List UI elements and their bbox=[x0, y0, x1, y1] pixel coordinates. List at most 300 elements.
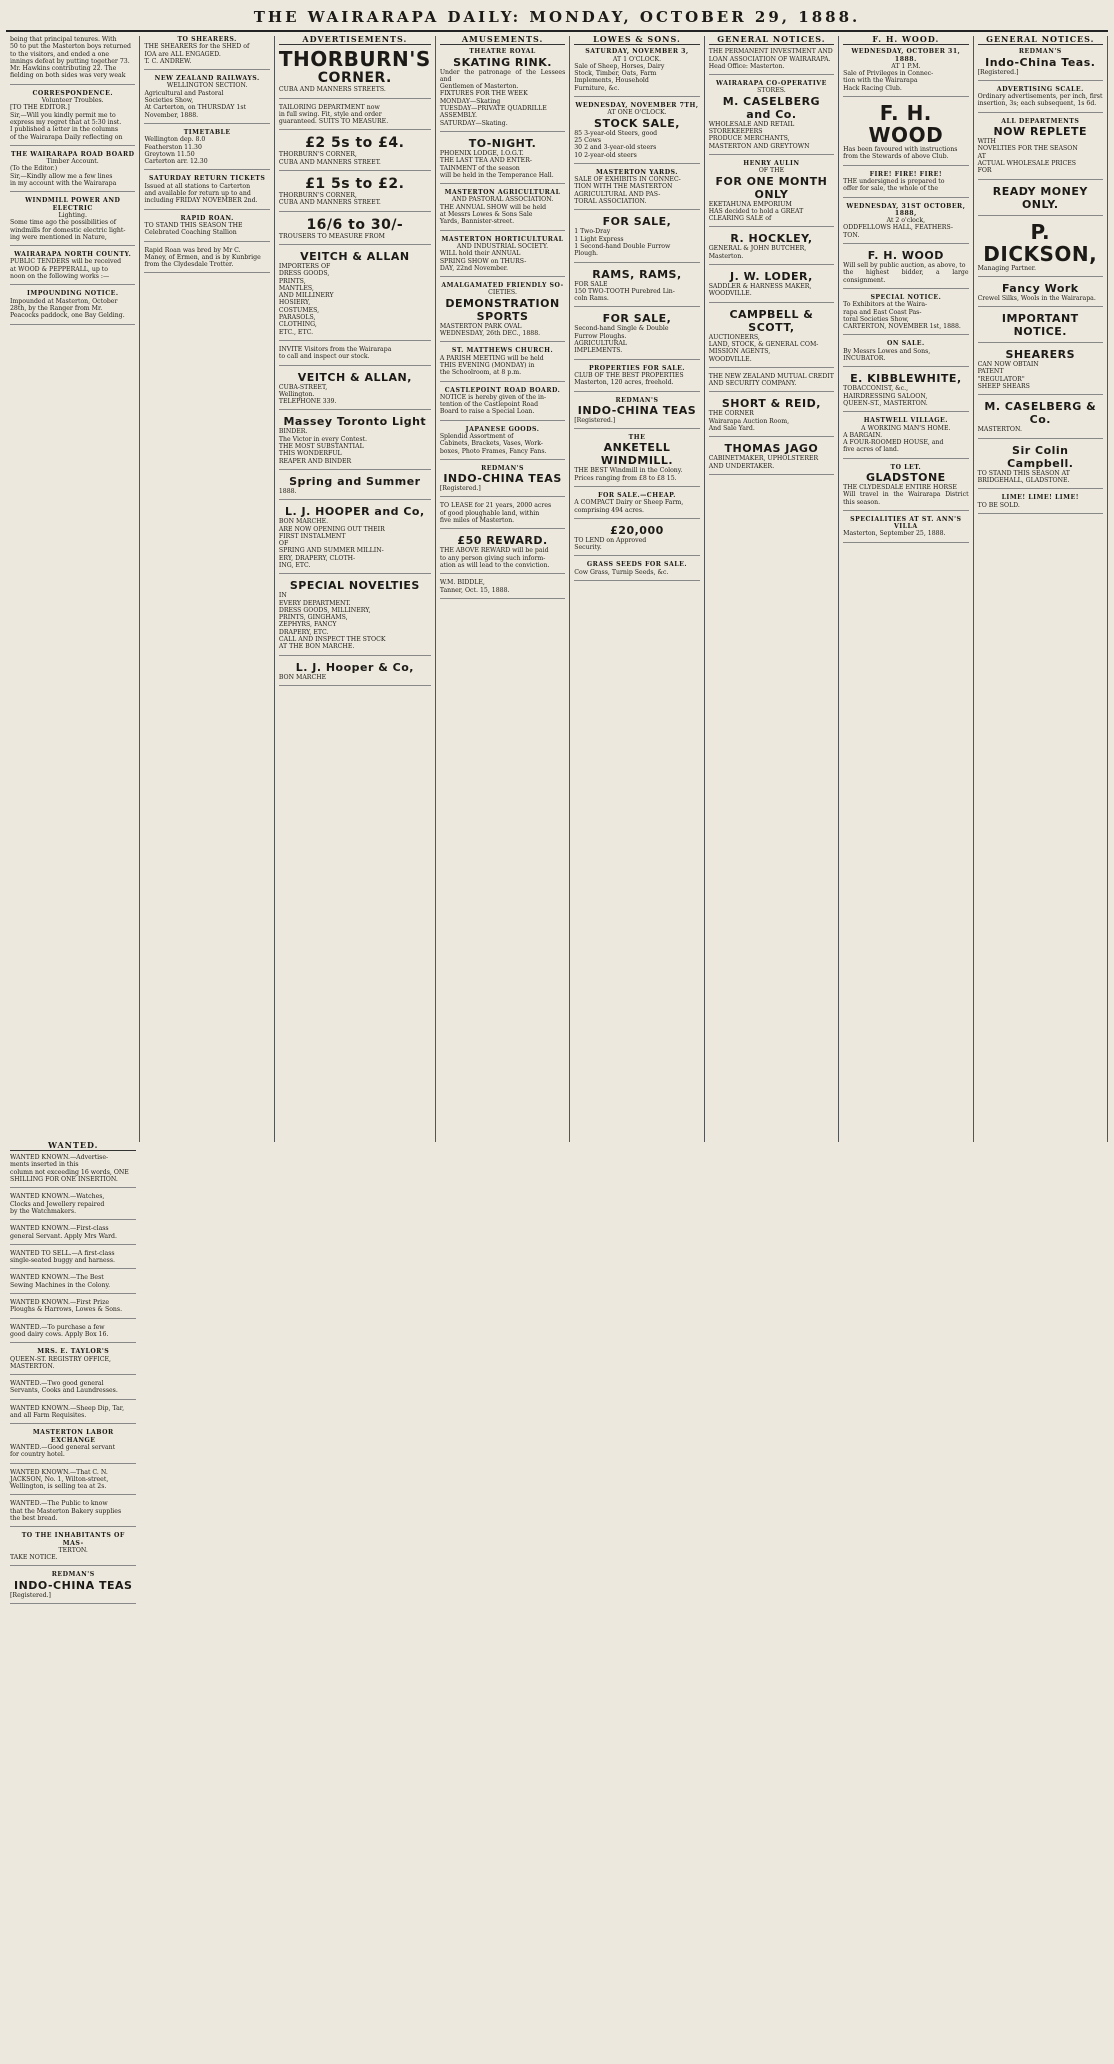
text-line: WANTED KNOWN.—The Best bbox=[10, 1274, 104, 1282]
text-line: I published a letter in the columns bbox=[10, 126, 119, 134]
text-line: of good ploughable land, within bbox=[439, 509, 540, 517]
text-line: JACKSON, No. 1, Wilton-street, bbox=[10, 1475, 109, 1483]
text-line: W.M. BIDDLE, bbox=[439, 579, 485, 587]
notice-title: NEW ZEALAND RAILWAYS. bbox=[154, 75, 260, 83]
text-line: Wairarapa Auction Room, bbox=[708, 417, 790, 425]
text-line: toral Societies Show, bbox=[843, 315, 909, 323]
notice-block bbox=[574, 169, 699, 210]
display-heading: SPECIAL NOVELTIES bbox=[289, 579, 420, 593]
notice-subtitle: AT 1 P.M. bbox=[891, 62, 921, 70]
notice-block bbox=[978, 312, 1103, 343]
text-line: GENERAL & JOHN BUTCHER, bbox=[708, 245, 807, 253]
notice-block bbox=[843, 516, 968, 543]
text-line: CUBA AND MANNERS STREET. bbox=[278, 199, 381, 207]
notice-title: TO THE INHABITANTS OF MAS- bbox=[21, 1532, 125, 1547]
text-line: LOAN ASSOCIATION OF WAIRARAPA. bbox=[708, 55, 831, 63]
notice-block bbox=[279, 135, 431, 171]
text-line: to any person giving such inform- bbox=[439, 554, 546, 562]
text-line: Wellington. bbox=[278, 390, 315, 398]
text-line: MASTERTON. bbox=[977, 426, 1022, 434]
text-line: Furniture, &c. bbox=[574, 84, 620, 92]
notice-block bbox=[978, 221, 1103, 277]
text-line: STOREKEEPERS bbox=[708, 128, 763, 136]
notice-block bbox=[843, 294, 968, 335]
text-line: windmills for domestic electric light- bbox=[10, 226, 126, 234]
text-line: general Servant. Apply Mrs Ward. bbox=[10, 1232, 117, 1240]
text-line: 10 2-year-old steers bbox=[574, 151, 637, 159]
notice-block bbox=[709, 397, 834, 437]
column-5 bbox=[570, 36, 704, 1142]
column-heading: GENERAL NOTICES. bbox=[978, 36, 1103, 45]
text-line: Masterton, 120 acres, freehold. bbox=[574, 379, 674, 387]
text-line: AGRICULTURAL AND PAS- bbox=[574, 190, 661, 198]
text-line: WEDNESDAY, 26th DEC., 1888. bbox=[439, 330, 541, 338]
notice-subtitle: OF THE bbox=[758, 167, 785, 175]
text-line: CALL AND INSPECT THE STOCK bbox=[278, 636, 386, 644]
text-line: fielding on both sides was very weak bbox=[10, 72, 126, 80]
notice-subtitle: STORES. bbox=[757, 87, 786, 95]
text-line: Wellington dep. 8.0 bbox=[144, 136, 206, 144]
display-heading: FOR SALE, bbox=[602, 215, 672, 229]
text-line: [Registered.] bbox=[439, 485, 481, 493]
text-line: Masterton. bbox=[708, 252, 744, 260]
notice-block bbox=[279, 505, 431, 574]
text-line: coln Rams. bbox=[574, 295, 609, 303]
text-line: ETC., ETC. bbox=[278, 328, 314, 336]
text-line: and available for return up to and bbox=[144, 190, 251, 198]
notice-title: CASTLEPOINT ROAD BOARD. bbox=[444, 386, 561, 394]
notice-block bbox=[709, 270, 834, 303]
text-line: good dairy cows. Apply Box 16. bbox=[10, 1330, 109, 1338]
display-heading: TO-NIGHT. bbox=[468, 136, 537, 150]
text-line: SPRING SHOW on THURS- bbox=[439, 257, 527, 265]
text-line: to the visitors, and ended a one bbox=[10, 50, 110, 58]
text-line: Sewing Machines in the Colony. bbox=[10, 1281, 111, 1289]
notice-subtitle: Lighting. bbox=[58, 211, 87, 219]
text-line: HAS decided to hold a GREAT bbox=[708, 207, 804, 215]
text-line: A FOUR-ROOMED HOUSE, and bbox=[843, 439, 944, 447]
notice-title: ADVERTISING SCALE. bbox=[996, 85, 1084, 93]
column-1 bbox=[6, 36, 140, 1142]
text-line: REAPER AND BINDER bbox=[278, 457, 352, 465]
notice-block bbox=[574, 524, 699, 557]
column-7 bbox=[839, 36, 973, 1142]
notice-block bbox=[574, 492, 699, 519]
text-line: ERY, DRAPERY, CLOTH- bbox=[278, 554, 356, 562]
text-line: column not exceeding 16 words, ONE bbox=[10, 1168, 129, 1176]
text-line: [Registered.] bbox=[977, 68, 1019, 76]
text-line: ARE NOW OPENING OUT THEIR bbox=[278, 525, 385, 533]
text-line: Head Office: Masterton. bbox=[708, 62, 785, 70]
text-line: Carterton arr. 12.30 bbox=[144, 158, 208, 166]
text-line: ments inserted in this bbox=[10, 1161, 79, 1169]
notice-block bbox=[279, 104, 431, 131]
text-line: THE undersigned is prepared to bbox=[843, 177, 945, 185]
text-line: MONDAY—Skating bbox=[439, 97, 501, 105]
text-line: PRINTS, GINGHAMS, bbox=[278, 614, 348, 622]
column-heading: WANTED. bbox=[10, 1142, 136, 1151]
text-line: Some time ago the possibilities of bbox=[10, 219, 117, 227]
text-line: Maney, of Ermen, and is by Kunbrige bbox=[144, 253, 261, 261]
notice-block bbox=[440, 579, 565, 599]
notice-block bbox=[10, 1348, 136, 1375]
notice-block bbox=[10, 1274, 136, 1294]
notice-block bbox=[440, 236, 565, 277]
notice-block bbox=[574, 434, 699, 487]
notice-block bbox=[978, 185, 1103, 216]
text-line: SHILLING FOR ONE INSERTION. bbox=[10, 1176, 118, 1184]
text-line: Crewel Silks, Wools in the Wairarapa. bbox=[977, 294, 1096, 302]
text-line: SADDLER & HARNESS MAKER, bbox=[708, 283, 812, 291]
text-line: PRODUCE MERCHANTS, bbox=[708, 135, 790, 143]
notice-block bbox=[10, 151, 135, 192]
text-line: of the Wairarapa Daily reflecting on bbox=[10, 133, 123, 141]
text-line: by the Watchmakers. bbox=[10, 1207, 77, 1215]
text-line: Board to raise a Special Loan. bbox=[439, 408, 535, 416]
notice-subtitle: AT 1 O'CLOCK. bbox=[612, 55, 662, 63]
notice-title: TO SHEARERS. bbox=[177, 36, 237, 43]
text-line: BON MARCHE bbox=[278, 673, 327, 681]
text-line: five miles of Masterton. bbox=[439, 517, 515, 525]
display-heading: Spring and Summer bbox=[289, 474, 421, 488]
text-line: for country hotel. bbox=[10, 1451, 65, 1459]
text-line: A BARGAIN. bbox=[843, 431, 883, 439]
text-line: TO STAND THIS SEASON THE bbox=[144, 221, 243, 229]
notice-title: TIMETABLE bbox=[183, 128, 231, 136]
column-heading: F. H. WOOD. bbox=[843, 36, 968, 45]
text-line: DAY, 22nd November. bbox=[439, 264, 509, 272]
text-line: Agricultural and Pastoral bbox=[144, 89, 224, 97]
display-heading: THORBURN'S bbox=[278, 47, 431, 72]
text-line: Stock, Timber, Oats, Farm bbox=[574, 70, 657, 78]
text-line: 1 Two-Dray bbox=[574, 228, 611, 236]
notice-block bbox=[709, 232, 834, 265]
text-line: Furrow Ploughs. bbox=[574, 332, 627, 340]
text-line: boxes, Photo Frames, Fancy Fans. bbox=[439, 447, 547, 455]
text-line: Implements, Household bbox=[574, 77, 649, 85]
text-line: MISSION AGENTS, bbox=[708, 348, 771, 356]
notice-block bbox=[144, 75, 269, 124]
text-line: [Registered.] bbox=[10, 1591, 51, 1599]
notice-block bbox=[574, 268, 699, 308]
notice-block bbox=[978, 86, 1103, 113]
notice-block bbox=[10, 1299, 136, 1319]
display-heading: SHORT & REID, bbox=[721, 397, 821, 411]
text-line: single-seated buggy and harness. bbox=[10, 1257, 115, 1265]
notice-title: THE WAIRARAPA ROAD BOARD bbox=[10, 150, 135, 158]
text-line: THE ABOVE REWARD will be paid bbox=[439, 547, 549, 555]
notice-block bbox=[574, 365, 699, 392]
display-heading: ANKETELL WINDMILL. bbox=[600, 441, 674, 468]
masthead: THE WAIRARAPA DAILY: MONDAY, OCTOBER 29, 1888. bbox=[6, 4, 1108, 32]
notice-title: REDMAN'S bbox=[481, 464, 524, 472]
notice-title: THE bbox=[628, 434, 646, 442]
text-line: AND UNDERTAKER. bbox=[708, 462, 775, 470]
display-heading: VEITCH & ALLAN bbox=[300, 249, 410, 263]
text-line: CABINETMAKER, UPHOLSTERER bbox=[708, 455, 819, 463]
text-line: CLEARING SALE of bbox=[708, 215, 772, 223]
notice-block bbox=[978, 494, 1103, 514]
display-heading: DEMONSTRATION SPORTS bbox=[445, 296, 560, 323]
notice-block bbox=[709, 442, 834, 475]
text-line: THORBURN'S CORNER, bbox=[278, 192, 357, 200]
text-line: Greytown 11.50 bbox=[144, 150, 195, 158]
notice-block bbox=[574, 48, 699, 97]
text-line: in full swing. Fit, style and order bbox=[278, 110, 382, 118]
text-line: Sir,—Kindly allow me a few lines bbox=[10, 172, 113, 180]
text-line: PUBLIC TENDERS will be received bbox=[10, 258, 122, 266]
notice-subtitle: WELLINGTON SECTION. bbox=[166, 82, 248, 90]
text-line: Will travel in the Wairarapa District this season. bbox=[843, 491, 969, 506]
notice-title: TO LET. bbox=[890, 463, 922, 471]
text-line: Rapid Roan was bred by Mr C. bbox=[144, 246, 241, 254]
notice-block bbox=[843, 464, 968, 511]
text-line: TO LEND on Approved bbox=[574, 536, 647, 544]
display-heading: £20,000 bbox=[610, 523, 664, 537]
text-line: Cow Grass, Turnip Seeds, &c. bbox=[574, 568, 669, 576]
notice-block bbox=[10, 1250, 136, 1270]
text-line: IMPORTERS OF bbox=[278, 262, 331, 270]
text-line: INCUBATOR. bbox=[843, 355, 886, 363]
column-6 bbox=[705, 36, 839, 1142]
text-line: the highest bidder, a large consignment. bbox=[843, 269, 969, 284]
notice-block bbox=[843, 102, 968, 166]
text-line: IOA are ALL ENGAGED. bbox=[144, 50, 221, 58]
text-line: will be held in the Temperance Hall. bbox=[439, 171, 554, 179]
text-line: FIRST INSTALMENT bbox=[278, 532, 346, 540]
text-line: from the Clydesdale Trotter. bbox=[144, 261, 234, 269]
text-line: Yards, Bannister-street. bbox=[439, 218, 515, 226]
notice-title: ST. MATTHEWS CHURCH. bbox=[451, 347, 554, 355]
column-4 bbox=[436, 36, 570, 1142]
text-line: Ordinary advertisements, per inch, first bbox=[977, 93, 1103, 101]
text-line: Second-hand Single & Double bbox=[574, 325, 669, 333]
notice-title: GRASS SEEDS FOR SALE. bbox=[586, 561, 688, 569]
text-line: TORAL ASSOCIATION. bbox=[574, 198, 647, 206]
display-subheading: CORNER. bbox=[317, 70, 392, 87]
notice-title: THEATRE ROYAL bbox=[469, 48, 536, 56]
notice-title: REDMAN'S bbox=[51, 1571, 95, 1579]
notice-title: WEDNESDAY, OCTOBER 31, 1888. bbox=[851, 48, 961, 63]
column-3 bbox=[275, 36, 436, 1142]
notice-block bbox=[10, 90, 135, 146]
text-line: FOR bbox=[977, 167, 992, 175]
display-heading: F. H. WOOD bbox=[868, 101, 944, 148]
text-line: PATENT bbox=[977, 368, 1004, 376]
notice-block bbox=[279, 48, 431, 98]
text-line: 150 TWO-TOOTH Purebred Lin- bbox=[574, 287, 675, 295]
notice-block bbox=[144, 247, 269, 274]
text-line: Prices ranging from £8 to £8 15. bbox=[574, 474, 677, 482]
notice-block bbox=[843, 340, 968, 367]
text-line: tion with the Wairarapa bbox=[843, 77, 918, 85]
text-line: Will sell by public auction, as above, to bbox=[843, 262, 966, 270]
notice-block bbox=[440, 387, 565, 421]
notice-block bbox=[978, 400, 1103, 438]
text-line: THE ANNUAL SHOW will be held bbox=[439, 203, 547, 211]
display-heading: READY MONEY ONLY. bbox=[992, 184, 1088, 211]
notice-block bbox=[440, 347, 565, 381]
text-line: IN bbox=[278, 592, 287, 600]
notice-block bbox=[709, 160, 834, 227]
text-line: WOODVILLE. bbox=[708, 355, 752, 363]
text-line: WANTED.—Good general servant bbox=[10, 1443, 116, 1451]
text-line: Gentlemen of Masterton. bbox=[439, 83, 519, 91]
text-line: CLOTHING, bbox=[278, 321, 317, 329]
text-line: CLUB OF THE BEST PROPERTIES bbox=[574, 371, 684, 379]
notice-block bbox=[440, 48, 565, 132]
text-line: Managing Partner. bbox=[977, 264, 1037, 272]
notice-block bbox=[978, 48, 1103, 81]
text-line: at Messrs Lowes & Sons Sale bbox=[439, 211, 533, 219]
text-line: WANTED TO SELL.—A first-class bbox=[10, 1249, 115, 1257]
text-line: TO STAND THIS SEASON AT bbox=[977, 469, 1070, 477]
text-line: at WOOD & PEPPERALL, up to bbox=[10, 265, 108, 273]
text-line: WOODVILLE. bbox=[708, 290, 752, 298]
display-heading: SKATING RINK. bbox=[453, 55, 552, 69]
text-line: Featherston 11.30 bbox=[144, 143, 202, 151]
text-line: AUCTIONEERS, bbox=[708, 333, 760, 341]
display-heading: L. J. HOOPER and Co, bbox=[285, 505, 425, 519]
notice-block bbox=[279, 346, 431, 366]
notice-title: MASTERTON HORTICULTURAL bbox=[441, 235, 564, 243]
text-line: NOTICE is hereby given of the in- bbox=[439, 393, 547, 401]
notice-block bbox=[978, 118, 1103, 180]
text-line: AND SECURITY COMPANY. bbox=[708, 380, 797, 388]
text-line: 28th, by the Ranger from Mr. bbox=[10, 304, 103, 312]
column-heading: LOWES & SONS. bbox=[574, 36, 699, 45]
text-line: THE LAST TEA AND ENTER- bbox=[439, 157, 532, 165]
text-line: CUBA AND MANNERS STREETS. bbox=[278, 86, 386, 94]
notice-title: WAIRARAPA CO-OPERATIVE bbox=[716, 80, 827, 88]
text-line: "REGULATOR" bbox=[977, 375, 1025, 383]
notice-block bbox=[144, 36, 269, 70]
text-line: AT THE BON MARCHE. bbox=[278, 643, 355, 651]
text-line: 1 Light Express bbox=[574, 235, 624, 243]
text-line: ACTUAL WHOLESALE PRICES bbox=[977, 159, 1076, 167]
text-line: THORBURN'S CORNER, bbox=[278, 151, 357, 159]
display-heading: CAMPBELL & SCOTT, bbox=[729, 307, 814, 334]
notice-title: RAPID ROAN. bbox=[180, 214, 234, 222]
text-line: Wellington, is selling tea at 2s. bbox=[10, 1483, 107, 1491]
notice-title: ON SALE. bbox=[886, 340, 925, 348]
text-line: TAKE NOTICE. bbox=[10, 1554, 58, 1562]
notice-block bbox=[144, 129, 269, 170]
notice-block bbox=[10, 1324, 136, 1344]
notice-block bbox=[10, 1154, 136, 1188]
notice-block bbox=[574, 102, 699, 164]
text-line: being that principal tenures. With bbox=[10, 36, 117, 43]
text-line: TO LEASE for 21 years, 2000 acres bbox=[439, 502, 552, 510]
text-line: EKETAHUNA EMPORIUM bbox=[708, 200, 792, 208]
text-line: THIS EVENING (MONDAY) in bbox=[439, 361, 535, 369]
notice-title: LIME! LIME! LIME! bbox=[1001, 494, 1079, 502]
text-line: SATURDAY—Skating. bbox=[439, 119, 508, 127]
notice-block bbox=[10, 1405, 136, 1425]
display-heading: Indo-China Teas. bbox=[985, 55, 1096, 69]
text-line: the Schoolroom, at 8 p.m. bbox=[439, 369, 522, 377]
text-line: TROUSERS TO MEASURE FROM bbox=[278, 232, 386, 240]
text-line: BON MARCHE. bbox=[278, 518, 329, 526]
notice-block bbox=[843, 203, 968, 244]
text-line: T. C. ANDREW. bbox=[144, 57, 192, 65]
text-line: Impounded at Masterton, October bbox=[10, 297, 118, 305]
display-heading: R. HOCKLEY, bbox=[730, 232, 813, 246]
text-line: EVERY DEPARTMENT. bbox=[278, 599, 351, 607]
notice-subtitle: CIETIES. bbox=[488, 289, 517, 297]
notice-block bbox=[843, 171, 968, 198]
notice-title: HENRY AULIN bbox=[743, 159, 800, 167]
display-heading: E. KIBBLEWHITE, bbox=[850, 372, 962, 386]
display-heading: VEITCH & ALLAN, bbox=[297, 370, 412, 384]
text-line: the best bread. bbox=[10, 1514, 58, 1522]
notice-title: JAPANESE GOODS. bbox=[465, 425, 540, 433]
text-line: Security. bbox=[574, 544, 602, 552]
notice-block bbox=[574, 215, 699, 262]
text-line: MANTLES, bbox=[278, 284, 314, 292]
text-line: WITH bbox=[977, 138, 996, 146]
display-heading: Fancy Work bbox=[1001, 281, 1079, 295]
notice-title: REDMAN'S bbox=[1018, 48, 1062, 56]
text-line: And Sale Yard. bbox=[708, 425, 755, 433]
text-line: WANTED KNOWN.—Advertise- bbox=[10, 1154, 109, 1162]
display-heading: FOR ONE MONTH ONLY bbox=[715, 174, 828, 201]
text-line: Issued at all stations to Carterton bbox=[144, 182, 251, 190]
notice-title: WEDNESDAY, NOVEMBER 7TH, bbox=[575, 102, 699, 110]
text-line: (To the Editor.) bbox=[10, 165, 58, 173]
text-line: LAND, STOCK, & GENERAL COM- bbox=[708, 340, 819, 348]
text-line: WANTED.—The Public to know bbox=[10, 1500, 108, 1508]
text-line: 1 Second-hand Double Furrow bbox=[574, 242, 671, 250]
notice-block bbox=[978, 444, 1103, 490]
text-line: noon on the following works :— bbox=[10, 273, 110, 281]
notice-block bbox=[10, 1571, 136, 1604]
notice-title: MASTERTON LABOR EXCHANGE bbox=[32, 1429, 114, 1444]
notice-block bbox=[843, 249, 968, 289]
text-line: TO BE SOLD. bbox=[977, 501, 1020, 509]
display-heading: P. DICKSON, bbox=[983, 219, 1098, 266]
text-line: At Carterton, on THURSDAY 1st bbox=[144, 104, 247, 112]
notice-block bbox=[440, 534, 565, 574]
notice-block bbox=[10, 290, 135, 324]
notice-title: WEDNESDAY, 31ST OCTOBER, 1888, bbox=[846, 202, 966, 217]
notice-block bbox=[440, 282, 565, 342]
notice-title: FIRE! FIRE! FIRE! bbox=[869, 170, 943, 178]
text-line: THE CORNER bbox=[708, 410, 754, 418]
text-line: Sir,—Will you kindly permit me to bbox=[10, 111, 116, 119]
text-line: THE CLYDESDALE ENTIRE HORSE bbox=[843, 483, 957, 491]
display-heading: Sir Colin Campbell. bbox=[1007, 443, 1074, 470]
text-line: HAIRDRESSING SALOON, bbox=[843, 392, 928, 400]
text-line: PHOENIX LODGE, I.O.G.T. bbox=[439, 149, 524, 157]
notice-block bbox=[279, 661, 431, 686]
notice-block bbox=[440, 137, 565, 184]
text-line: SPRING AND SUMMER MILLIN- bbox=[278, 547, 384, 555]
text-line: innings defeat by putting together 73. bbox=[10, 57, 130, 65]
text-line: including FRIDAY NOVEMBER 2nd. bbox=[144, 197, 258, 205]
text-line: [Registered.] bbox=[574, 416, 616, 424]
notice-block bbox=[574, 397, 699, 430]
text-line: guaranteed. SUITS TO MEASURE. bbox=[278, 118, 389, 126]
notice-block bbox=[440, 502, 565, 529]
text-line: THIS WONDERFUL bbox=[278, 450, 342, 458]
text-line: that the Masterton Bakery supplies bbox=[10, 1507, 122, 1515]
text-line: Has been favoured with instructions bbox=[843, 146, 958, 154]
text-line: A PARISH MEETING will be held bbox=[439, 354, 544, 362]
display-heading: IMPORTANT NOTICE. bbox=[1001, 312, 1079, 339]
text-line: [TO THE EDITOR.] bbox=[10, 104, 70, 112]
notice-title: SPECIALITIES AT ST. ANN'S VILLA bbox=[850, 515, 962, 531]
